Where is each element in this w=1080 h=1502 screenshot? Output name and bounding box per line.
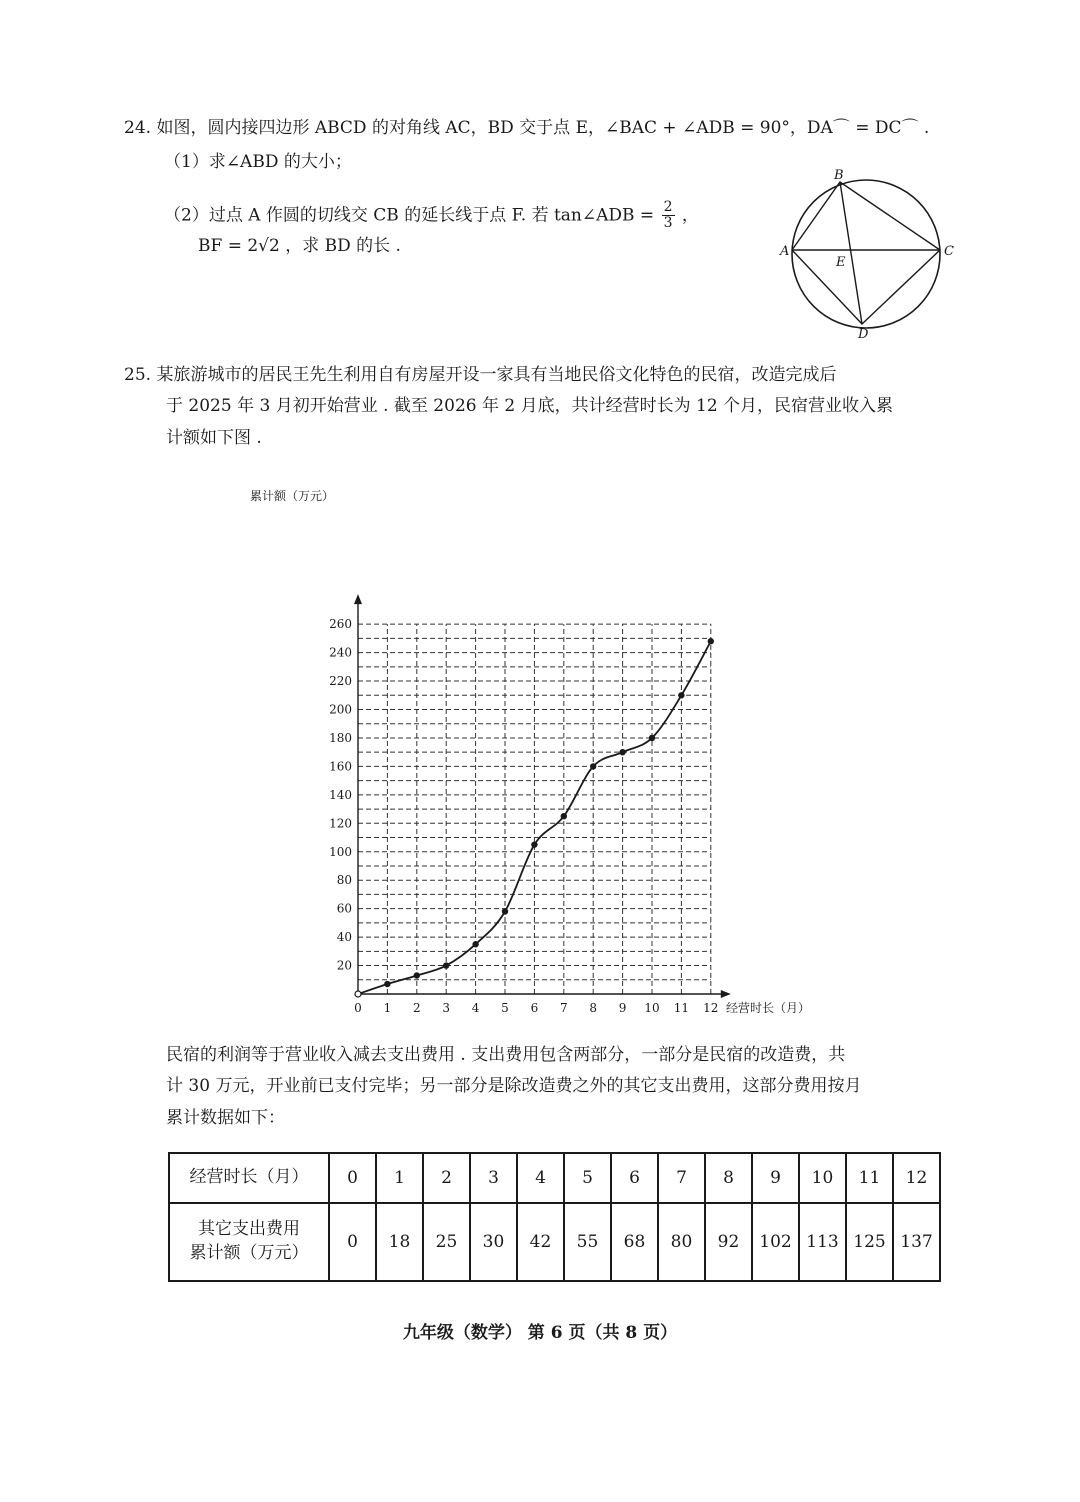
row-header-months: 经营时长（月）: [169, 1153, 329, 1203]
data-point: [619, 749, 625, 755]
x-tick-label: 1: [383, 1001, 392, 1015]
x-tick-label: 7: [559, 1001, 568, 1015]
fraction-denominator: 3: [663, 215, 673, 232]
y-tick-label: 40: [336, 930, 352, 945]
q25-line2: 于 2025 年 3 月初开始营业 . 截至 2026 年 2 月底，共计经营时长为 12 个月，民宿营业收入累: [166, 396, 894, 417]
table-cell-month: 10: [799, 1153, 846, 1203]
y-tick-label: 220: [329, 674, 352, 689]
inscribed-quadrilateral-figure: [776, 166, 962, 342]
y-tick-label: 100: [329, 844, 352, 859]
x-axis-label: 经营时长（月）: [726, 1001, 811, 1015]
expense-table: [168, 1152, 941, 1282]
x-tick-label: 5: [501, 1001, 509, 1015]
y-tick-label: 240: [329, 645, 352, 660]
y-tick-label: 180: [329, 730, 352, 745]
table-cell-month: 6: [611, 1153, 658, 1203]
x-tick-label: 8: [589, 1001, 598, 1015]
q25-line1: 25. 某旅游城市的居民王先生利用自有房屋开设一家具有当地民俗文化特色的民宿，改造完成后: [124, 365, 837, 385]
x-axis-arrow: [721, 990, 731, 998]
y-tick-label: 140: [329, 787, 352, 802]
table-cell-cost: 102: [752, 1203, 799, 1281]
chart-grid: [358, 624, 711, 994]
label-C: C: [944, 244, 954, 259]
data-point: [414, 972, 420, 978]
y-tick-label: 60: [336, 901, 352, 916]
q24-part2-line2: BF = 2√2 ，求 BD 的长 .: [198, 236, 401, 256]
table-cell-cost: 125: [846, 1203, 893, 1281]
y-axis-label: 累计额（万元）: [250, 489, 335, 503]
label-E: E: [836, 255, 846, 270]
row-header-costs-line2: 累计额（万元）: [189, 1243, 309, 1263]
y-tick-label: 200: [329, 702, 352, 717]
y-tick-label: 20: [336, 958, 352, 973]
para2-line3: 累计数据如下：: [166, 1107, 285, 1128]
data-point: [590, 763, 596, 769]
para2-line2: 计 30 万元，开业前已支付完毕；另一部分是除改造费之外的其它支出费用，这部分费用按月: [166, 1076, 862, 1097]
label-B: B: [834, 168, 844, 183]
data-point: [531, 841, 537, 847]
fraction-numerator: 2: [663, 199, 673, 215]
y-tick-label: 160: [329, 759, 352, 774]
q24-part1: （1）求∠ABD 的大小；: [164, 152, 352, 172]
x-tick-label: 4: [471, 1001, 480, 1015]
y-tick-label: 120: [329, 816, 352, 831]
data-point: [384, 981, 390, 987]
data-point: [472, 941, 478, 947]
y-tick-label: 80: [336, 873, 352, 888]
data-point: [561, 813, 567, 819]
table-cell-month: 3: [470, 1153, 517, 1203]
table-row-months: [169, 1153, 940, 1203]
table-cell-month: 1: [376, 1153, 423, 1203]
data-point-origin: [355, 991, 361, 997]
q24-part2-text: （2）过点 A 作圆的切线交 CB 的延长线于点 F. 若 tan∠ADB =: [164, 205, 655, 226]
table-cell-cost: 25: [423, 1203, 470, 1281]
q25-line3: 计额如下图 .: [166, 427, 262, 448]
row-header-costs-line1: 其它支出费用: [198, 1219, 300, 1240]
x-tick-label: 0: [354, 1001, 362, 1015]
q24-part2-comma: ，: [681, 205, 699, 226]
data-point: [649, 735, 655, 741]
table-cell-month: 7: [658, 1153, 705, 1203]
table-cell-month: 8: [705, 1153, 752, 1203]
tan-fraction: [662, 200, 675, 232]
table-cell-cost: 80: [658, 1203, 705, 1281]
question-24: [124, 116, 954, 256]
x-tick-label: 12: [703, 1001, 719, 1015]
table-cell-month: 9: [752, 1153, 799, 1203]
table-cell-cost: 42: [517, 1203, 564, 1281]
y-axis-arrow: [354, 594, 362, 604]
table-cell-cost: 30: [470, 1203, 517, 1281]
y-tick-label: 260: [329, 617, 352, 632]
table-cell-month: 2: [423, 1153, 470, 1203]
table-cell-cost: 0: [329, 1203, 376, 1281]
data-point: [708, 638, 714, 644]
table-cell-cost: 18: [376, 1203, 423, 1281]
revenue-cumulative-chart: [240, 478, 840, 1023]
paragraph-expenses: [166, 1040, 956, 1134]
table-cell-month: 5: [564, 1153, 611, 1203]
table-cell-month: 11: [846, 1153, 893, 1203]
table-cell-cost: 92: [705, 1203, 752, 1281]
x-tick-label: 11: [673, 1001, 690, 1015]
label-D: D: [858, 327, 869, 342]
table-cell-cost: 55: [564, 1203, 611, 1281]
x-tick-label: 3: [442, 1001, 451, 1015]
table-cell-month: 4: [517, 1153, 564, 1203]
x-tick-label: 6: [530, 1001, 539, 1015]
data-point: [678, 692, 684, 698]
table-row-costs: [169, 1203, 940, 1281]
para2-line1: 民宿的利润等于营业收入减去支出费用 . 支出费用包含两部分，一部分是民宿的改造费，共: [166, 1045, 846, 1065]
row-header-costs: [169, 1203, 329, 1281]
data-point: [502, 908, 508, 914]
data-point: [443, 962, 449, 968]
q24-part2: [164, 200, 699, 232]
table-cell-month: 0: [329, 1153, 376, 1203]
table-cell-cost: 68: [611, 1203, 658, 1281]
question-25: [124, 360, 954, 454]
table-cell-cost: 137: [893, 1203, 940, 1281]
table-cell-month: 12: [893, 1153, 940, 1203]
x-tick-label: 2: [412, 1001, 421, 1015]
page-footer: 九年级（数学） 第 6 页（共 8 页）: [402, 1323, 678, 1343]
x-tick-label: 10: [644, 1001, 660, 1015]
q24-stem: 24. 如图，圆内接四边形 ABCD 的对角线 AC，BD 交于点 E，∠BAC + ∠ADB = 90°，DA⌒ = DC⌒ .: [124, 118, 930, 138]
table-cell-cost: 113: [799, 1203, 846, 1281]
x-tick-label: 9: [618, 1001, 627, 1015]
label-A: A: [780, 244, 790, 259]
